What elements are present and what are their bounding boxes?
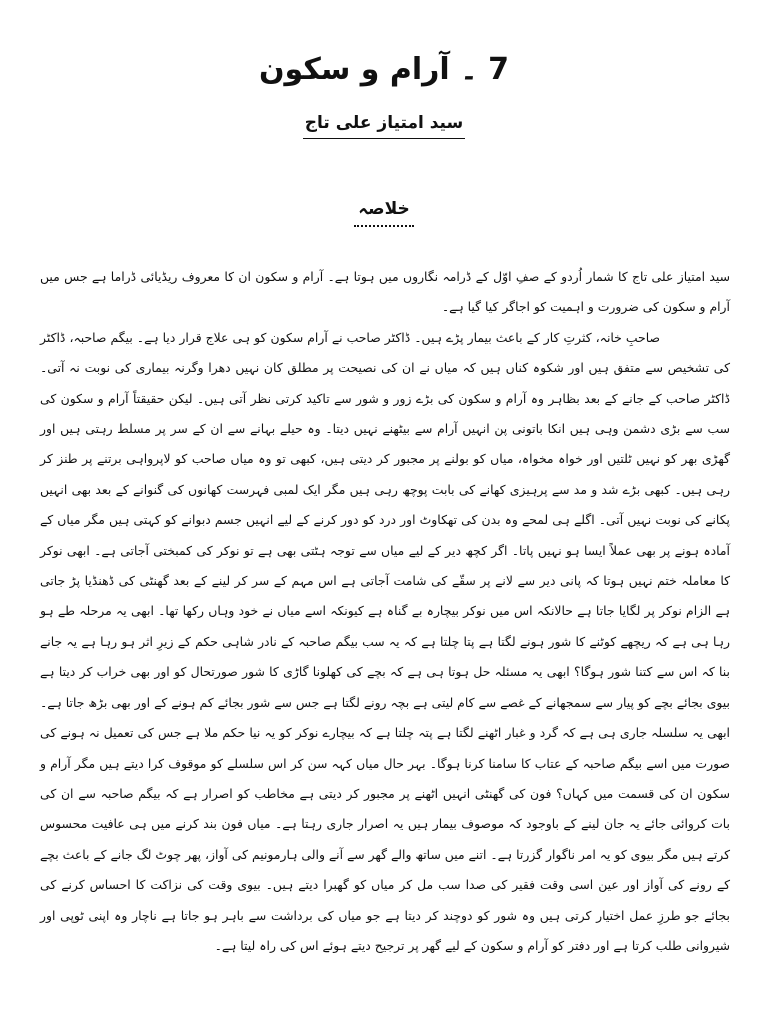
author-name-text: سید امتیاز علی تاج (303, 110, 465, 139)
paragraph: صاحبِ خانہ، کثرتِ کار کے باعث بیمار پڑے ہیں۔ ڈاکٹر صاحب نے آرام سکون کو ہی علاج قرار دیا ہے۔ بیگم صاحبہ، ڈاکٹر کی تشخیص سے متفق ہیں اور شکوہ کناں ہیں کہ میاں نے ان کی نصیحت پر مطلق کان نہیں دھرا وگرنہ بیماری کی نوبت نہ آتی۔ ڈاکٹر صاحب کے جانے کے بعد بظاہر وہ آرام و سکون کی بڑے زور و شور سے تاکید کرتی نظر آتی ہیں۔ لیکن حقیقتاً آرام و سکون کی سب سے بڑی دشمن وہی ہیں انکا باتونی پن انہیں آرام سے بیٹھنے نہیں دیتا۔ وہ حیلے بہانے سے ان کے سر پر مسلط رہتی ہیں اور گھڑی بھر کو نہیں ٹلتیں اور خواہ مخواہ، میاں کو بولنے پر مجبور کر دیتی ہیں، کبھی تو وہ میاں صاحب کو لاپرواہی برتنے پر طنز کر رہی ہیں۔ کبھی بڑے شد و مد سے پرہیزی کھانے کی بابت پوچھ رہی ہیں مگر ایک لمبی فہرست کھانوں کی گنوانے کے بعد بھی انہیں پکانے کی نوبت نہیں آتی۔ اگلے ہی لمحے وہ بدن کی تھکاوٹ اور درد کو دور کرنے کے لیے انہیں جسم دبوانے کو کہتی ہیں مگر میاں کے آمادہ ہونے پر بھی عملاً ایسا ہو نہیں پاتا۔ اگر کچھ دیر کے لیے میاں سے توجہ ہٹتی بھی ہے تو نوکر کی کمبختی آجاتی ہے۔ ابھی نوکر کا معاملہ ختم نہیں ہوتا کہ پانی دیر سے لانے پر سقّے کی شامت آجاتی ہے اس مہم کے سر کر لینے کے بعد گھنٹی کی ڈھنڈیا پڑ جاتی ہے الزام نوکر پر لگایا جاتا ہے حالانکہ اس میں نوکر بیچارہ بے گناہ ہے کیونکہ اسے میاں نے خود وہاں رکھا تھا۔ ابھی یہ مرحلہ طے ہو رہا ہی ہے کہ ریچھے کوٹنے کا شور ہونے لگتا ہے پتا چلتا ہے کہ یہ سب بیگم صاحبہ کے نادر شاہی حکم کے زیرِ اثر ہو رہا ہے یہ جانے بنا کہ اس سے کتنا شور ہوگا؟ ابھی یہ مسئلہ حل ہوتا ہی ہے کہ بچے کی کھلونا گاڑی کا شور صورتحال کو اور بھی خراب کر دیتا ہے بیوی بجائے بچے کو پیار سے سمجھانے کے غصے سے کام لیتی ہے بچہ رونے لگتا ہے جس سے شور بجائے کم ہونے کے اور بھی بڑھ جاتا ہے۔ ابھی یہ سلسلہ جاری ہی ہے کہ گرد و غبار اٹھنے لگتا ہے پتہ چلتا ہے کہ بیچارے نوکر کو یہ نیا حکم ملا ہے جس کی تعمیل نہ ہونے کی صورت میں اسے بیگم صاحبہ کے عتاب کا سامنا کرنا ہوگا۔ بہر حال میاں کہہ سن کر اس سلسلے کو موقوف کرا دیتے ہیں مگر آرام و سکون ان کی قسمت میں کہاں؟ فون کی گھنٹی انہیں اٹھنے پر مجبور کر دیتی ہے مخاطب کو اصرار ہے کہ بیگم صاحبہ سے ان کی بات کروائی جائے یہ جان لینے کے باوجود کہ موصوف بیمار ہیں یہ اصرار جاری رہتا ہے۔ میاں فون بند کرنے میں ہی عافیت محسوس کرتے ہیں مگر بیوی کو یہ امر ناگوار گزرتا ہے۔ اتنے میں ساتھ والے گھر سے آنے والی ہارمونیم کی آواز، پھر چوٹ لگ جانے کے باعث بچے کے رونے کی آواز اور عین اسی وقت فقیر کی صدا سب مل کر میاں کو گھبرا دیتے ہیں۔ بیوی وقت کی نزاکت کا احساس کرنے کی بجائے جو طرزِ عمل اختیار کرتی ہیں وہ شور کو دوچند کر دیتا ہے جو میاں کی برداشت سے باہر ہو جاتا ہے ناچار وہ اپنی ٹوپی اور شیروانی طلب کرتا ہے اور دفتر کو آرام و سکون کے لیے گھر پر ترجیح دیتے ہوئے اس کی راہ لیتا ہے۔ (40, 329, 730, 953)
author-name (0, 110, 768, 139)
section-heading (0, 196, 768, 227)
chapter-title: 7 ۔ آرام و سکون (258, 52, 510, 87)
summary-body (40, 262, 730, 961)
paragraph: سید امتیاز علی تاج کا شمار اُردو کے صفِ اوّل کے ڈرامہ نگاروں میں ہوتا ہے۔ آرام و سکون ان کا معروف ریڈیائی ڈراما ہے جس میں آرام و سکون کی ضرورت و اہمیت کو اجاگر کیا گیا ہے۔ (40, 269, 730, 315)
section-heading-text: خلاصہ (354, 196, 414, 227)
